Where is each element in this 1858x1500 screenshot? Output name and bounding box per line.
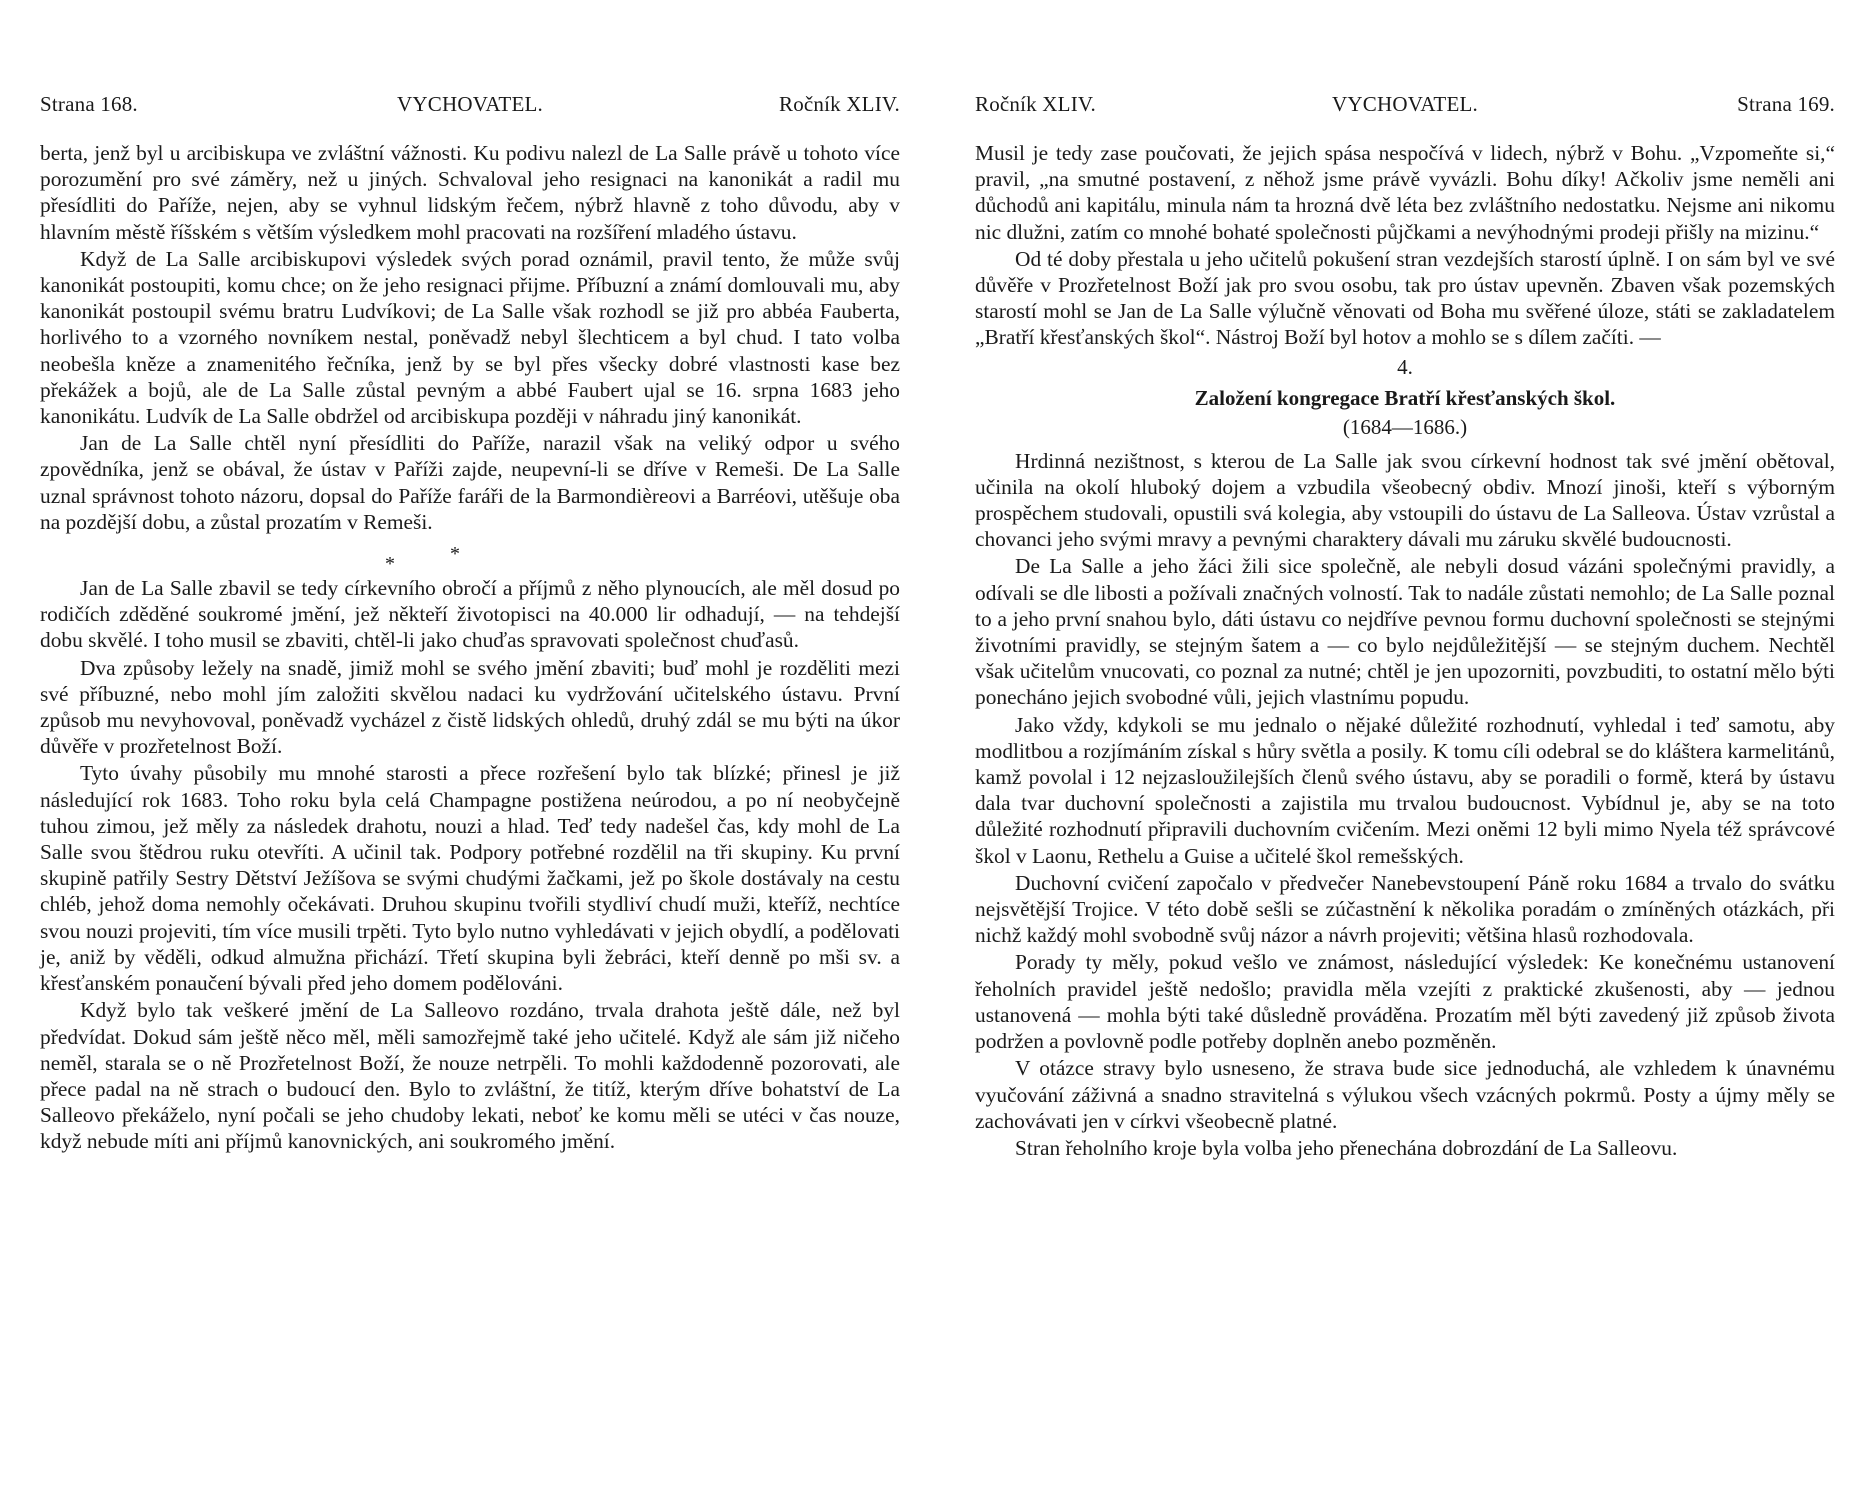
paragraph: Porady ty měly, pokud vešlo ve známost, následující výsledek: Ke konečnému ustanovení řeholních pravidel ještě nedošlo; pravidla měla vzejíti z praktické zkušenosti, aby — jednou ustanovená — mohla býti také důsledně prováděna. Prozatím měl býti zavedený již způsob života podržen a povlovně podle potřeby doplněn anebo pozměněn. (975, 950, 1835, 1054)
paragraph: Musil je tedy zase poučovati, že jejich spása nespočívá v lidech, nýbrž v Bohu. „Vzpomeňte si,“ pravil, „na smutné postavení, z něhož jsme právě vyvázli. Bohu díky! Ačkoliv jsme neměli ani důchodů ani kapitálu, minula nám ta hrozná dvě léta bez zvláštního nedostatku. Nejsme ani nikomu nic dlužni, zatím co mnohé bohaté společnosti půjčkami a nevýhodnými prodeji přišly na mizinu.“ (975, 141, 1835, 244)
paragraph: Když de La Salle arcibiskupovi výsledek svých porad oznámil, pravil tento, že může svůj kanonikát postoupiti, komu chce; on že jeho resignaci přijme. Příbuzní a známí domlouvali mu, aby kanonikát postoupil svému bratru Ludvíkovi; de La Salle však rozhodl se již pro abbéa Fauberta, horlivého to a vzorného novníkem nestal, poněvadž nebyl šlechticem a byl chud. I tato volba neobešla kněze a znamenitého řečníka, jenž by se byl přes všecky dobré vlastnosti kase bez překážek a bojů, ale de La Salle zůstal pevným a abbé Faubert ujal se 16. srpna 1683 jeho kanonikátu. Ludvík de La Salle obdržel od arcibiskupa později v náhradu jiný kanonikát. (40, 246, 900, 429)
right-page-body (975, 140, 1835, 1162)
page-number: Strana 168. (40, 92, 138, 116)
right-page (975, 0, 1835, 1500)
volume-label: Ročník XLIV. (975, 92, 1097, 116)
left-page-body (40, 140, 900, 1156)
left-page (40, 0, 900, 1500)
journal-title: VYCHOVATEL. (397, 92, 543, 116)
asterisk: * (450, 543, 460, 566)
paragraph: Tyto úvahy působily mu mnohé starosti a přece rozřešení bylo tak blízké; přinesl je již následující rok 1683. Toho roku byla celá Champagne postižena neúrodou, a po ní neobyčejně tuhou zimou, jež měly za následek drahotu, nouzi a hlad. Teď tedy nadešel čas, kdy mohl de La Salle svou štědrou ruku otevříti. A učinil tak. Podpory potřebné rozdělil na tři skupiny. Ku první skupině patřily Sestry Dětství Ježíšova se svými chudými žačkami, jež po škole dostávaly na cestu chléb, jehož doma nemohly očekávati. Druhou skupinu tvořili stydliví chudí muži, kteříž, nechtíce svou nouzi projeviti, tím více musili trpěti. Tyto bylo nutno vyhledávati v jejich obydlí, a podělovati je, aniž by věděli, odkud almužna přichází. Třetí skupina byli žebráci, kteří denně po mši sv. a křesťanském ponaučení bývali před jeho domem podělováni. (40, 761, 900, 996)
section-number: 4. (1397, 354, 1413, 379)
page-number: Strana 169. (1737, 92, 1835, 116)
paragraph: Stran řeholního kroje byla volba jeho přenechána dobrozdání de La Salleovu. (1015, 1135, 1678, 1160)
paragraph: Jan de La Salle zbavil se tedy církevního obročí a příjmů z něho plynoucích, ale měl dosud po rodičích zděděné soukromé jmění, jež někteří životopisci na 40.000 lir odhadují, — na tehdejší dobu skvělé. I toho musil se zbaviti, chtěl-li jako chuďas spravovati společnost chuďasů. (40, 576, 900, 653)
volume-label: Ročník XLIV. (778, 92, 900, 116)
journal-title: VYCHOVATEL. (1332, 92, 1478, 116)
paragraph: Když bylo tak veškeré jmění de La Salleovo rozdáno, trvala drahota ještě dále, než byl předvídat. Dokud sám ještě něco měl, měli samozřejmě také jeho učitelé. Když ale sám již ničeho neměl, starala se o ně Prozřetelnost Boží, že nouze netrpěli. To mohli každodenně pozorovati, ale přece padal na ně strach o budoucí den. Bylo to zvláštní, že titíž, kterým dříve bohatství de La Salleovo překáželo, nyní počali se jeho chudoby lekati, neboť ke komu měli se utéci v čas nouze, když nebude míti ani příjmů kanovnických, ani soukromého jmění. (40, 998, 900, 1154)
paragraph: Jan de La Salle chtěl nyní přesídliti do Paříže, narazil však na veliký odpor u svého zpovědníka, jenž se obával, že ústav v Paříži zajde, neupevní-li se dříve v Remeši. De La Salle uznal správnost tohoto názoru, dopsal do Paříže faráři de la Barmondièreovi a Barréovi, utěšuje oba na pozdější dobu, a zůstal prozatím v Remeši. (40, 431, 900, 534)
left-page-header (40, 92, 900, 122)
asterisk: * (385, 553, 395, 576)
section-title: Založení kongregace Bratří křesťanských škol. (1194, 385, 1616, 410)
paragraph: Hrdinná nezištnost, s kterou de La Salle jak svou církevní hodnost tak své jmění obětoval, učinila na okolí hluboký dojem a vzbudila všeobecný obdiv. Mnozí jinoši, kteří s výborným prospěchem studovali, opustili svá kolegia, aby vstoupili do ústavu de La Salleova. Ústav vzrůstal a chovanci jeho svými mravy a pevnými charaktery dávali mu záruku skvělé budoucnosti. (975, 448, 1835, 552)
section-divider (40, 543, 900, 576)
section-years: (1684—1686.) (1342, 414, 1468, 439)
paragraph: Od té doby přestala u jeho učitelů pokušení stran vezdejších starostí úplně. I on sám byl ve své důvěře v Prozřetelnost Boží jak pro svou osobu, tak pro ústav upevněn. Zbaven však pozemských starostí mohl se Jan de La Salle výlučně věnovati od Boha mu svěřené úloze, státi se zakladatelem „Bratří křesťanských škol“. Nástroj Boží byl hotov a mohlo se s dílem začíti. — (975, 246, 1835, 350)
right-page-header (975, 92, 1835, 122)
paragraph: V otázce stravy bylo usneseno, že strava bude sice jednoduchá, ale vzhledem k únavnému vyučování záživná a snadno stravitelná s výlukou všech vzácných pokrmů. Posty a újmy měly se zachovávati jen v církvi všeobecně platné. (975, 1056, 1835, 1133)
paragraph: Duchovní cvičení započalo v předvečer Nanebevstoupení Páně roku 1684 a trvalo do svátku nejsvětější Trojice. V této době sešli se zúčastnění k několika poradám o zmíněných otázkách, při nichž každý mohl svobodně svůj názor a návrh projeviti; většina hlasů rozhodovala. (975, 870, 1835, 948)
paragraph: Dva způsoby ležely na snadě, jimiž mohl se svého jmění zbaviti; buď mohl je rozděliti mezi své příbuzné, nebo mohl jím založiti skvělou nadaci ku vydržování učitelského ústavu. První způsob mu nevyhovoval, poněvadž vycházel z čistě lidských ohledů, druhý zdál se mu býti na úkor důvěře v prozřetelnost Boží. (40, 655, 900, 759)
paragraph: Jako vždy, kdykoli se mu jednalo o nějaké důležité rozhodnutí, vyhledal i teď samotu, aby modlitbou a rozjímáním získal s hůry světla a posily. K tomu cíli odebral se do kláštera karmelitánů, kamž povolal i 12 nejzasloužilejších členů svého ústavu, aby se poradili o formě, která by ústavu dala tvar duchovní společnosti a zajistila mu trvalou budoucnost. Vybídnul je, aby se na toto důležité rozhodnutí připravili duchovním cvičením. Mezi oněmi 12 byli mimo Nyela též správcové škol v Laonu, Rethelu a Guise a učitelé škol remešských. (975, 712, 1835, 868)
paragraph: berta, jenž byl u arcibiskupa ve zvláštní vážnosti. Ku podivu nalezl de La Salle právě u tohoto více porozumění pro své záměry, než u jiných. Schvaloval jeho resignaci na kanonikát a radil mu přesídliti do Paříže, nejen, aby se vyhnul lidským řečem, nýbrž hlavně z toho důvodu, aby v hlavním městě říšském s větším výsledkem mohl pracovati na rozšíření mladého ústavu. (40, 141, 900, 244)
paragraph: De La Salle a jeho žáci žili sice společně, ale nebyli dosud vázáni společnými pravidly, a odívali se dle libosti a požívali značných volností. Tak to nadále zůstati nemohlo; de La Salle poznal to a jeho první snahou bylo, dáti ústavu co nejdříve pevnou formu duchovní společnosti se stejnými životními pravidly, se stejným šatem a — co bylo nejdůležitější — se stejným duchem. Nechtěl však učitelům vnucovati, co poznal za nutné; chtěl je jen upozorniti, povzbuditi, to ostatní mělo býti ponecháno jejich svobodné vůli, jejich vlastnímu popudu. (975, 554, 1835, 710)
